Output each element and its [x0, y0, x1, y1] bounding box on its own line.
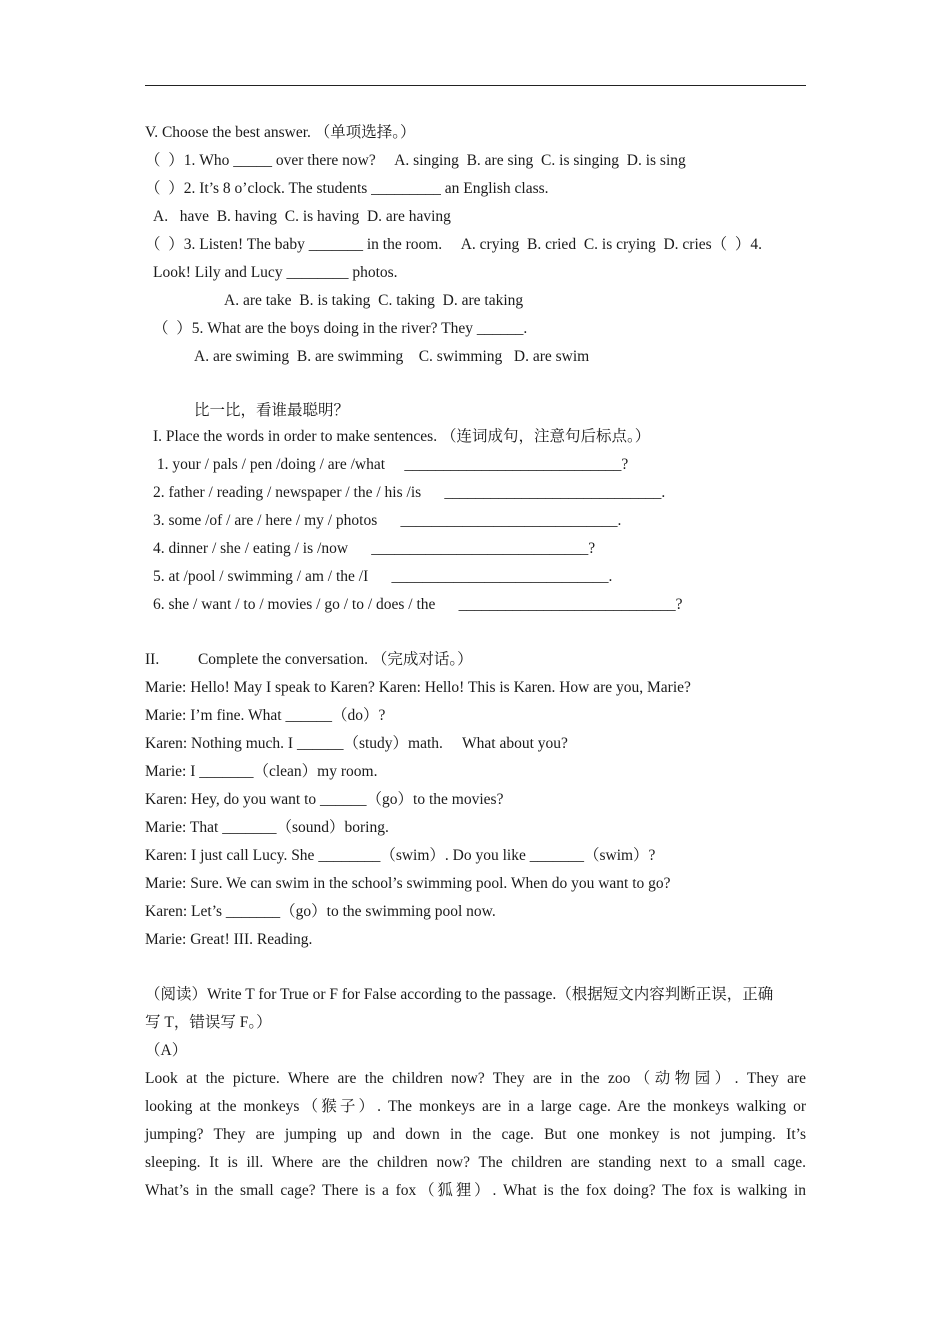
question-2-options: A. have B. having C. is having D. are having: [153, 208, 451, 225]
question-2: （ ）2. It’s 8 o’clock. The students _________ an English class.: [145, 180, 549, 197]
dialogue-line: Marie: I _______（clean）my room.: [145, 763, 378, 780]
reorder-item: 3. some /of / are / here / my / photos ____________________________.: [153, 512, 622, 529]
dialogue-line: Marie: That _______（sound）boring.: [145, 819, 389, 836]
dialogue-line: Karen: Nothing much. I ______（study）math. What about you?: [145, 735, 568, 752]
reorder-item: 2. father / reading / newspaper / the / his /is ____________________________.: [153, 484, 666, 501]
reorder-item: 4. dinner / she / eating / is /now ____________________________?: [153, 540, 596, 557]
question-1: （ ）1. Who _____ over there now? A. singing B. are sing C. is singing D. is sing: [145, 152, 686, 169]
passage-line: jumping? They are jumping up and down in the cage. But one monkey is not jumping. It’s: [145, 1126, 806, 1143]
passage-line: sleeping. It is ill. Where are the children now? The children are standing next to a small cage.: [145, 1154, 806, 1171]
reorder-item: 6. she / want / to / movies / go / to / does / the ____________________________?: [153, 596, 683, 613]
dialogue-line: Marie: Sure. We can swim in the school’s swimming pool. When do you want to go?: [145, 875, 671, 892]
reading-instruction-cont: 写 T，错误写 F。）: [145, 1014, 272, 1031]
dialogue-line: Karen: Let’s _______（go）to the swimming pool now.: [145, 903, 496, 920]
question-4: Look! Lily and Lucy ________ photos.: [153, 264, 398, 281]
passage-line: looking at the monkeys（猴子）. The monkeys are in a large cage. Are the monkeys walking or: [145, 1098, 806, 1115]
dialogue-line: Karen: I just call Lucy. She ________（swim）. Do you like _______（swim）?: [145, 847, 656, 864]
question-3: （ ）3. Listen! The baby _______ in the room. A. crying B. cried C. is crying D. cries（ ）4.: [145, 236, 763, 253]
question-5: （ ）5. What are the boys doing in the river? They ______.: [153, 320, 528, 337]
section-i-heading: I. Place the words in order to make sentences. （连词成句，注意句后标点。）: [153, 428, 651, 445]
passage-line: What’s in the small cage? There is a fox（狐狸）. What is the fox doing? The fox is walking in: [145, 1182, 806, 1199]
question-4-options: A. are take B. is taking C. taking D. are taking: [224, 292, 524, 309]
contest-title: 比一比，看谁最聪明？: [194, 402, 350, 419]
dialogue-line: Marie: Great! III. Reading.: [145, 931, 313, 948]
reading-instruction: （阅读）Write T for True or F for False according to the passage.（根据短文内容判断正误，正确: [145, 986, 774, 1003]
dialogue-line: Karen: Hey, do you want to ______（go）to the movies?: [145, 791, 504, 808]
reorder-item: 1. your / pals / pen /doing / are /what ____________________________?: [153, 456, 629, 473]
question-5-options: A. are swiming B. are swimming C. swimming D. are swim: [194, 348, 590, 365]
section-v-heading: V. Choose the best answer. （单项选择。）: [145, 124, 416, 141]
dialogue-line: Marie: I’m fine. What ______（do）?: [145, 707, 386, 724]
reorder-item: 5. at /pool / swimming / am / the /I ____________________________.: [153, 568, 613, 585]
passage-line: Look at the picture. Where are the children now? They are in the zoo（动物园）. They are: [145, 1070, 806, 1087]
passage-label: （A）: [145, 1042, 188, 1059]
section-ii-heading: II. Complete the conversation. （完成对话。）: [145, 651, 473, 668]
dialogue-line: Marie: Hello! May I speak to Karen? Karen: Hello! This is Karen. How are you, Marie?: [145, 679, 691, 696]
header-rule: [145, 85, 806, 86]
